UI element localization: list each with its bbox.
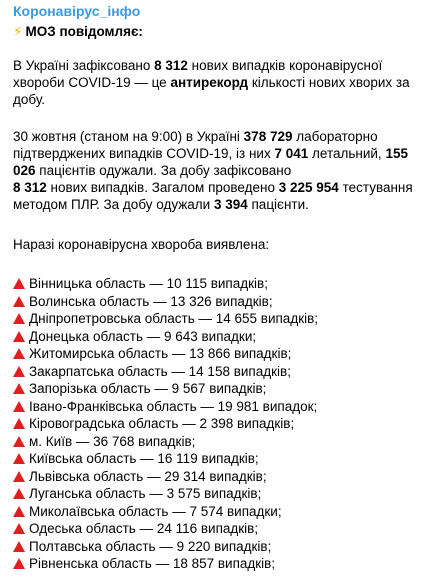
region-text: Рівненська область — 18 857 випадків; (29, 556, 276, 571)
text: летальний, (308, 146, 386, 161)
text: хвороби COVID-19 — це (13, 75, 171, 90)
list-item (13, 485, 318, 503)
text-bold: 378 729 (243, 129, 293, 144)
region-text: Одеська область — 24 116 випадків; (29, 521, 259, 536)
list-item (13, 503, 318, 521)
list-item (13, 555, 318, 573)
text: пацієнти. (247, 197, 309, 212)
list-item (13, 345, 318, 363)
text-bold: 3 225 954 (278, 180, 339, 195)
para3: Наразі коронавірусна хвороба виявлена: (13, 237, 270, 252)
para2-line1 (13, 129, 378, 145)
region-text: Волинська область — 13 326 випадків; (29, 293, 273, 309)
para1-line2 (13, 75, 410, 91)
region-text: Полтавська область — 9 220 випадків; (29, 538, 272, 554)
red-triangle-icon (13, 471, 25, 482)
red-triangle-icon (13, 348, 25, 359)
text-bold: 7 041 (274, 146, 309, 161)
para1-line3 (13, 92, 45, 108)
red-triangle-icon (13, 401, 25, 412)
red-triangle-icon (13, 453, 25, 464)
red-triangle-icon (13, 541, 25, 552)
red-triangle-icon (13, 331, 25, 342)
list-item (13, 538, 318, 556)
red-triangle-icon (13, 506, 25, 517)
list-item (13, 363, 318, 381)
text-bold: 8 312 (154, 58, 188, 73)
para2-line4 (13, 180, 413, 196)
list-item (13, 380, 318, 398)
region-text: Запорізька область — 9 567 випадків; (29, 381, 267, 396)
list-item (13, 398, 318, 416)
text: пацієнтів одужали. За добу зафіксовано (35, 163, 292, 178)
para2-line5 (13, 197, 309, 213)
headline-text: МОЗ повідомляє: (25, 24, 143, 39)
text-bold: антирекорд (170, 75, 249, 90)
channel-name[interactable]: Коронавірус_інфо (13, 3, 141, 19)
region-text: Київська область — 16 119 випадків; (29, 451, 259, 466)
red-triangle-icon (13, 558, 25, 569)
text: методом ПЛР. За добу одужали (13, 197, 214, 212)
lightning-icon: ⚡ (13, 24, 23, 39)
red-triangle-icon (13, 383, 25, 394)
para1-line1 (13, 58, 382, 74)
text: кількості нових хворих за (248, 75, 410, 90)
red-triangle-icon (13, 278, 25, 289)
list-item (13, 415, 318, 433)
red-triangle-icon (13, 296, 25, 307)
text: В Україні зафіксовано (13, 58, 155, 73)
list-item (13, 310, 318, 328)
list-item (13, 275, 318, 293)
list-item (13, 293, 318, 311)
region-text: Кіровоградська область — 2 398 випадків; (29, 416, 295, 431)
text: 30 жовтня (станом на 9:00) в Україні (13, 129, 244, 144)
text: нових випадків. Загалом проведено (46, 180, 279, 195)
text: нових випадків коронавірусної (187, 58, 383, 73)
red-triangle-icon (13, 366, 25, 377)
text-bold: 3 394 (213, 197, 248, 212)
region-text: Житомирська область — 13 866 випадків; (29, 346, 292, 361)
text: добу. (13, 92, 45, 107)
regions-list (13, 275, 318, 573)
list-item (13, 433, 318, 451)
para2-line2 (13, 146, 408, 162)
text: підтверджених випадків COVID-19, із них (13, 146, 275, 161)
red-triangle-icon (13, 523, 25, 534)
text-bold: 026 (13, 163, 36, 178)
red-triangle-icon (13, 313, 25, 324)
list-item (13, 468, 318, 486)
region-text: м. Київ — 36 768 випадків; (29, 433, 196, 449)
text-bold: 155 (385, 146, 408, 161)
red-triangle-icon (13, 436, 25, 447)
region-text: Луганська область — 3 575 випадків; (29, 486, 262, 501)
list-item (13, 450, 318, 468)
region-text: Закарпатська область — 14 158 випадків; (29, 363, 291, 379)
red-triangle-icon (13, 418, 25, 429)
para2-line3 (13, 163, 291, 179)
red-triangle-icon (13, 488, 25, 499)
region-text: Миколаївська область — 7 574 випадки; (29, 503, 282, 519)
region-text: Львівська область — 29 314 випадків; (29, 468, 267, 484)
region-text: Дніпропетровська область — 14 655 випадків; (29, 311, 319, 326)
headline (13, 24, 143, 40)
text-bold: 8 312 (13, 180, 47, 195)
region-text: Вінницька область — 10 115 випадків; (29, 276, 268, 291)
region-text: Івано-Франківська область — 19 981 випадок; (29, 398, 318, 414)
text: тестування (338, 180, 413, 195)
list-item (13, 520, 318, 538)
list-item (13, 328, 318, 346)
text: лабораторно (292, 129, 378, 144)
region-text: Донецька область — 9 643 випадки; (29, 328, 257, 344)
